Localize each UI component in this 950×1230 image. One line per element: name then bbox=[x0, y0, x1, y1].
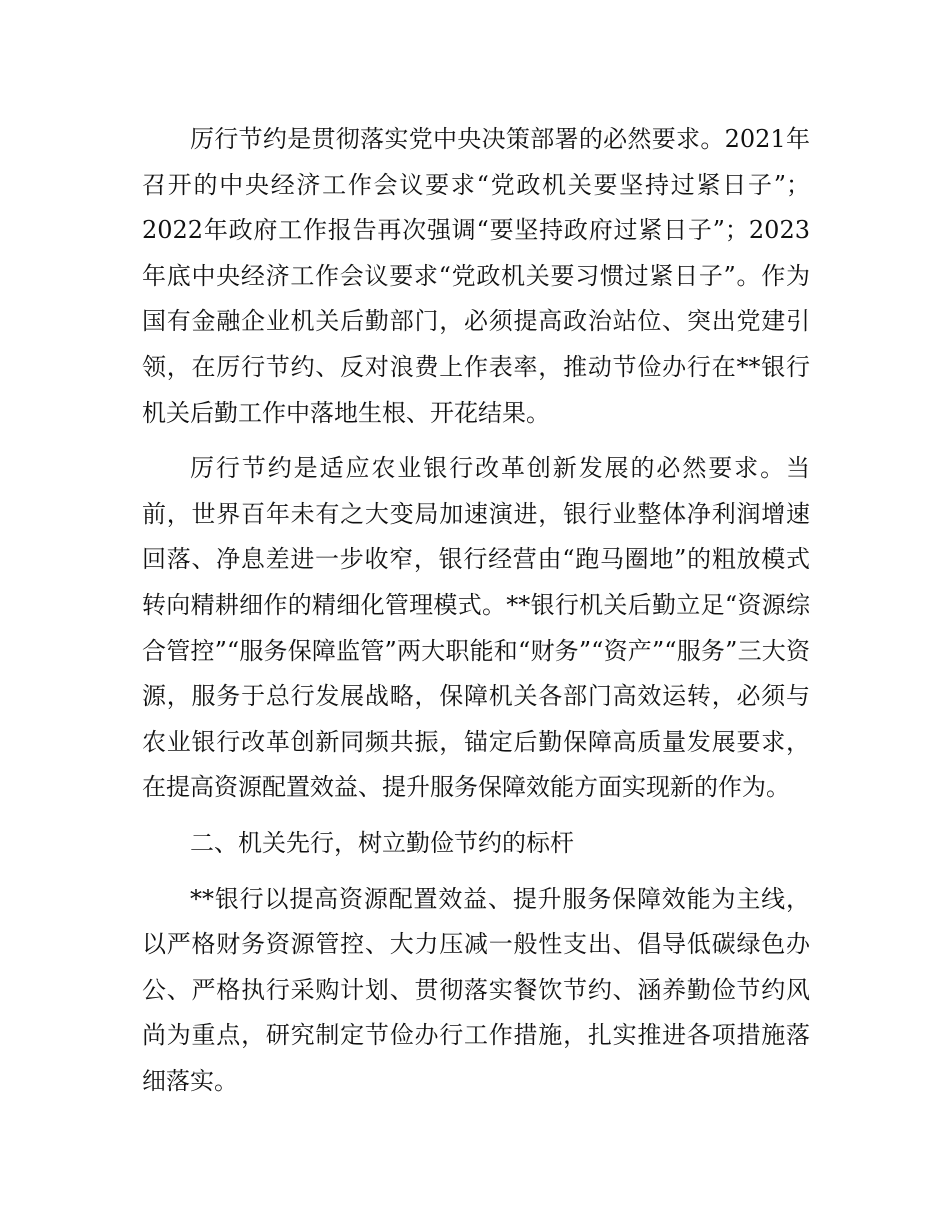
paragraph-frugality-bank-reform: 厉行节约是适应农业银行改革创新发展的必然要求。当前，世界百年未有之大变局加速演进，银行业整体净利润增速回落、净息差进一步收窄，银行经营由“跑马圈地”的粗放模式转向精耕细作的精细化管理模式。**银行机关后勤立足“资源综合管控”“服务保障监管”两大职能和“财务”“资产”“服务”三大资源，服务于总行发展战略，保障机关各部门高效运转，必须与农业银行改革创新同频共振，锚定后勤保障高质量发展要求，在提高资源配置效益、提升服务保障效能方面实现新的作为。 bbox=[142, 454, 810, 802]
section-heading: 二、机关先行，树立勤俭节约的标杆 bbox=[190, 828, 574, 857]
paragraph-frugality-central-policy: 厉行节约是贯彻落实党中央决策部署的必然要求。2021年召开的中央经济工作会议要求“党政机关要坚持过紧日子”；2022年政府工作报告再次强调“要坚持政府过紧日子”；2023年底中央经济工作会议要求“党政机关要习惯过紧日子”。作为国有金融企业机关后勤部门，必须提高政治站位、突出党建引领，在厉行节约、反对浪费上作表率，推动节俭办行在**银行机关后勤工作中落地生根、开花结果。 bbox=[142, 125, 810, 427]
document-page bbox=[142, 117, 810, 1114]
paragraph-bank-measures: **银行以提高资源配置效益、提升服务保障效能为主线，以严格财务资源管控、大力压减一般性支出、倡导低碳绿色办公、严格执行采购计划、贯彻落实餐饮节约、涵养勤俭节约风尚为重点，研究制定节俭办行工作措施，扎实推进各项措施落细落实。 bbox=[142, 884, 810, 1095]
